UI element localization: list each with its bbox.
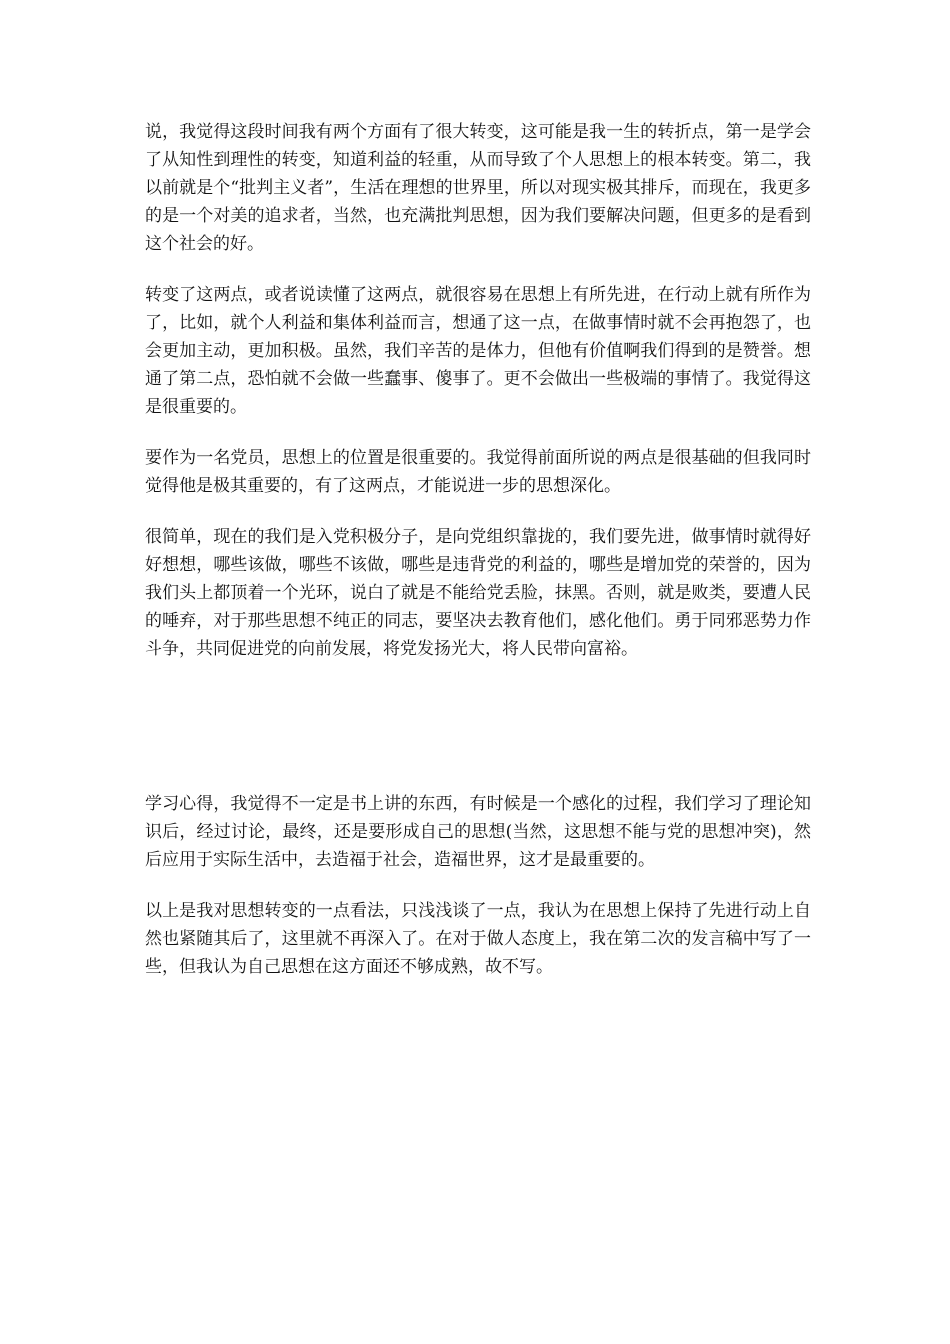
paragraph-2: 转变了这两点，或者说读懂了这两点，就很容易在思想上有所先进，在行动上就有所作为了，比如，就个人利益和集体利益而言，想通了这一点，在做事情时就不会再抱怨了，也会更加主动，更加积极。虽然，我们辛苦的是体力，但他有价值啊我们得到的是赞誉。想通了第二点，恐怕就不会做一些蠢事、傻事了。更不会做出一些极端的事情了。我觉得这是很重要的。	[145, 285, 811, 417]
paragraph-5: 学习心得，我觉得不一定是书上讲的东西，有时候是一个感化的过程，我们学习了理论知识后，经过讨论，最终，还是要形成自己的思想(当然，这思想不能与党的思想冲突)，然后应用于实际生活中，去造福于社会，造福世界，这才是最重要的。	[145, 794, 811, 870]
paragraph-6: 以上是我对思想转变的一点看法，只浅浅谈了一点，我认为在思想上保持了先进行动上自然也紧随其后了，这里就不再深入了。在对于做人态度上，我在第二次的发言稿中写了一些，但我认为自己思想在这方面还不够成熟，故不写。	[145, 901, 811, 977]
paragraph-4: 很简单，现在的我们是入党积极分子，是向党组织靠拢的，我们要先进，做事情时就得好好想想，哪些该做，哪些不该做，哪些是违背党的利益的，哪些是增加党的荣誉的，因为我们头上都顶着一个光环，说白了就是不能给党丢脸，抹黑。否则，就是败类，要遭人民的唾弃，对于那些思想不纯正的同志，要坚决去教育他们，感化他们。勇于同邪恶势力作斗争，共同促进党的向前发展，将党发扬光大，将人民带向富裕。	[145, 527, 811, 659]
paragraph-1: 说，我觉得这段时间我有两个方面有了很大转变，这可能是我一生的转折点，第一是学会了从知性到理性的转变，知道利益的轻重，从而导致了个人思想上的根本转变。第二，我以前就是个“批判主义者”，生活在理想的世界里，所以对现实极其排斥，而现在，我更多的是一个对美的追求者，当然，也充满批判思想，因为我们要解决问题，但更多的是看到这个社会的好。	[145, 122, 811, 254]
paragraph-3: 要作为一名党员，思想上的位置是很重要的。我觉得前面所说的两点是很基础的但我同时觉得他是极其重要的，有了这两点，才能说进一步的思想深化。	[145, 448, 811, 496]
document-page	[145, 118, 811, 981]
